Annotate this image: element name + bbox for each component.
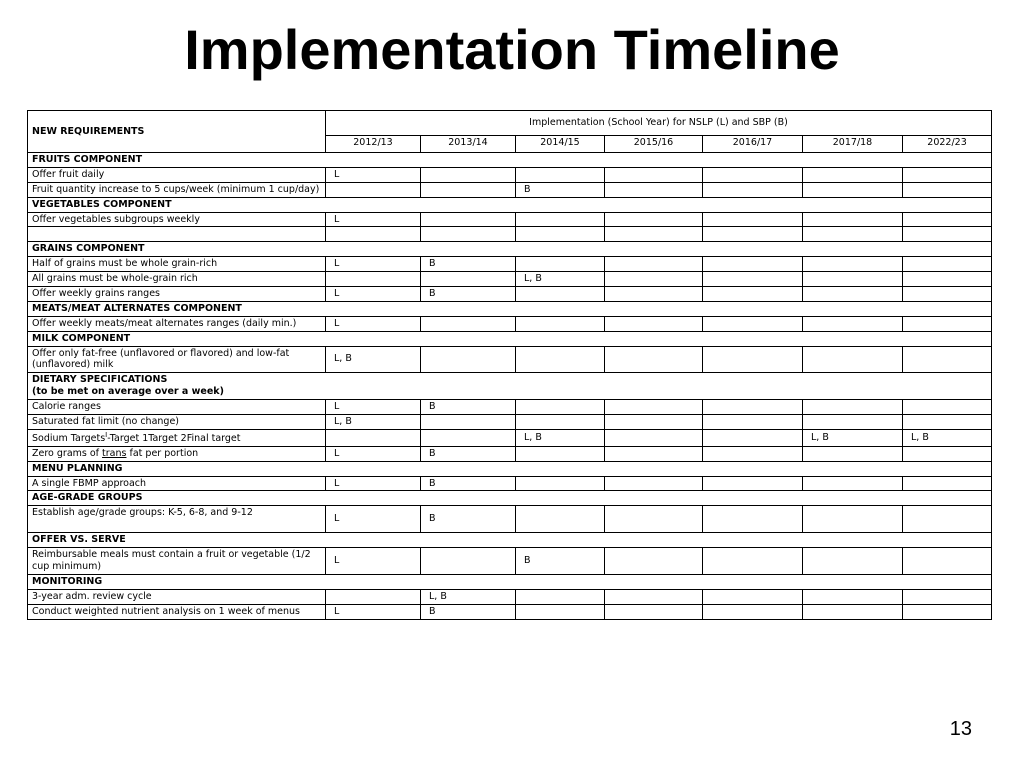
implementation-group-header: Implementation (School Year) for NSLP (L) and SBP (B) [326, 111, 992, 136]
timeline-cell [516, 212, 605, 227]
timeline-cell [703, 604, 803, 619]
timeline-cell [903, 476, 992, 491]
section-label [28, 331, 992, 346]
requirement-label: Offer only fat-free (unflavored or flavored) and low-fat (unflavored) milk [28, 346, 326, 373]
table-row [28, 212, 992, 227]
timeline-cell [903, 257, 992, 272]
timeline-cell [605, 506, 703, 533]
timeline-cell [803, 446, 903, 461]
timeline-cell [803, 589, 903, 604]
timeline-cell: L, B [326, 346, 421, 373]
year-header: 2022/23 [903, 136, 992, 153]
timeline-cell [803, 182, 903, 197]
section-title: MENU PLANNING [32, 462, 123, 474]
timeline-cell [605, 589, 703, 604]
timeline-cell: L, B [803, 429, 903, 446]
requirement-label: 3-year adm. review cycle [28, 589, 326, 604]
table-row [28, 167, 992, 182]
empty-cell [605, 227, 703, 242]
requirement-label: Calorie ranges [28, 400, 326, 415]
timeline-cell [516, 257, 605, 272]
timeline-cell [703, 446, 803, 461]
year-header: 2016/17 [703, 136, 803, 153]
timeline-cell [605, 446, 703, 461]
requirement-label: Offer vegetables subgroups weekly [28, 212, 326, 227]
timeline-cell [703, 476, 803, 491]
section-title: MONITORING [32, 575, 103, 587]
empty-cell [516, 227, 605, 242]
timeline-cell: L [326, 506, 421, 533]
timeline-cell [605, 414, 703, 429]
requirement-text: fat per portion [126, 447, 199, 459]
page-number: 13 [949, 718, 972, 740]
timeline-cell [903, 604, 992, 619]
section-title: MEATS/MEAT ALTERNATES COMPONENT [32, 302, 242, 314]
year-header: 2013/14 [421, 136, 516, 153]
section-row [28, 153, 992, 168]
table-row [28, 604, 992, 619]
requirement-label: Offer fruit daily [28, 167, 326, 182]
requirement-label: Fruit quantity increase to 5 cups/week (minimum 1 cup/day) [28, 182, 326, 197]
footnote-marker: I [105, 430, 108, 439]
section-label [28, 153, 992, 168]
timeline-cell [803, 167, 903, 182]
timeline-cell [703, 212, 803, 227]
timeline-cell: B [421, 446, 516, 461]
timeline-cell [803, 316, 903, 331]
timeline-cell [605, 400, 703, 415]
section-title: DIETARY SPECIFICATIONS [32, 374, 168, 386]
empty-cell [903, 227, 992, 242]
timeline-cell: L [326, 604, 421, 619]
timeline-cell [903, 316, 992, 331]
table-row [28, 272, 992, 287]
table-row [28, 182, 992, 197]
timeline-cell [605, 346, 703, 373]
timeline-cell [803, 604, 903, 619]
timeline-cell: L [326, 257, 421, 272]
timeline-cell [326, 589, 421, 604]
timeline-cell: L [326, 400, 421, 415]
section-title: FRUITS COMPONENT [32, 154, 143, 165]
timeline-cell: L, B [903, 429, 992, 446]
timeline-cell [903, 548, 992, 575]
table-body [28, 153, 992, 620]
timeline-cell [605, 212, 703, 227]
section-label [28, 533, 992, 548]
timeline-cell [516, 167, 605, 182]
section-label [28, 373, 992, 400]
timeline-cell [516, 400, 605, 415]
section-title: VEGETABLES COMPONENT [32, 198, 172, 210]
timeline-cell [803, 257, 903, 272]
table-row [28, 506, 992, 533]
section-label [28, 461, 992, 476]
table-row [28, 257, 992, 272]
slide-title: Implementation Timeline [184, 18, 840, 81]
timeline-cell: B [421, 506, 516, 533]
timeline-cell [605, 167, 703, 182]
timeline-cell [703, 429, 803, 446]
requirement-label [28, 429, 326, 446]
timeline-cell [703, 400, 803, 415]
timeline-cell [703, 589, 803, 604]
timeline-cell: B [516, 182, 605, 197]
timeline-cell [803, 346, 903, 373]
section-title: AGE-GRADE GROUPS [32, 492, 143, 504]
timeline-cell: B [421, 476, 516, 491]
empty-row [28, 227, 992, 242]
timeline-cell [326, 272, 421, 287]
requirement-label: All grains must be whole-grain rich [28, 272, 326, 287]
timeline-cell [516, 446, 605, 461]
timeline-cell [703, 257, 803, 272]
timeline-cell [516, 589, 605, 604]
section-row [28, 533, 992, 548]
section-label [28, 574, 992, 589]
timeline-cell [703, 316, 803, 331]
timeline-cell [703, 548, 803, 575]
year-header: 2014/15 [516, 136, 605, 153]
timeline-cell [605, 429, 703, 446]
timeline-cell: L, B [516, 429, 605, 446]
timeline-cell [903, 182, 992, 197]
empty-cell [803, 227, 903, 242]
timeline-cell [605, 257, 703, 272]
requirement-label [28, 446, 326, 461]
timeline-cell: B [421, 287, 516, 302]
requirement-label: Offer weekly meats/meat alternates ranges (daily min.) [28, 316, 326, 331]
timeline-cell [903, 414, 992, 429]
timeline-cell [703, 182, 803, 197]
new-requirements-header: NEW REQUIREMENTS [28, 111, 326, 153]
requirement-label: Establish age/grade groups: K-5, 6-8, and 9-12 [28, 506, 326, 533]
requirement-label: A single FBMP approach [28, 476, 326, 491]
header-row-group [28, 111, 992, 136]
table-row [28, 446, 992, 461]
requirement-text: -Target 1Target 2Final target [107, 432, 241, 444]
timeline-cell [605, 272, 703, 287]
timeline-cell [903, 346, 992, 373]
section-row [28, 301, 992, 316]
timeline-cell: B [421, 604, 516, 619]
section-title: OFFER VS. SERVE [32, 534, 126, 546]
timeline-cell [516, 414, 605, 429]
timeline-cell [903, 446, 992, 461]
timeline-cell [326, 182, 421, 197]
timeline-cell [903, 212, 992, 227]
timeline-cell [605, 182, 703, 197]
section-title: GRAINS COMPONENT [32, 243, 145, 255]
timeline-cell [803, 414, 903, 429]
year-header: 2012/13 [326, 136, 421, 153]
timeline-cell: L [326, 446, 421, 461]
timeline-cell [421, 548, 516, 575]
timeline-cell [516, 316, 605, 331]
timeline-cell [903, 287, 992, 302]
timeline-cell: L, B [421, 589, 516, 604]
timeline-cell [903, 589, 992, 604]
section-row [28, 331, 992, 346]
table-row [28, 589, 992, 604]
timeline-cell: L, B [516, 272, 605, 287]
timeline-cell [803, 506, 903, 533]
empty-cell [326, 227, 421, 242]
section-label [28, 491, 992, 506]
table-row [28, 400, 992, 415]
requirement-text: Zero grams of [32, 447, 103, 459]
timeline-cell [516, 476, 605, 491]
timeline-cell [803, 548, 903, 575]
section-label [28, 197, 992, 212]
timeline-cell [421, 182, 516, 197]
timeline-cell [421, 212, 516, 227]
table-row [28, 414, 992, 429]
timeline-cell [605, 604, 703, 619]
section-title: MILK COMPONENT [32, 332, 131, 344]
timeline-cell [903, 400, 992, 415]
timeline-cell [703, 414, 803, 429]
timeline-cell [803, 287, 903, 302]
timeline-cell [605, 548, 703, 575]
section-row [28, 491, 992, 506]
timeline-cell [421, 346, 516, 373]
timeline-cell: L [326, 212, 421, 227]
section-subtitle: (to be met on average over a week) [32, 386, 224, 398]
timeline-cell [703, 506, 803, 533]
timeline-cell: L [326, 476, 421, 491]
section-row [28, 373, 992, 400]
timeline-cell [421, 414, 516, 429]
timeline-cell: B [516, 548, 605, 575]
timeline-cell [703, 167, 803, 182]
timeline-cell [703, 346, 803, 373]
timeline-cell [421, 316, 516, 331]
timeline-cell [421, 429, 516, 446]
section-label [28, 242, 992, 257]
table-row [28, 429, 992, 446]
table-row [28, 548, 992, 575]
timeline-cell: L [326, 167, 421, 182]
requirement-label: Reimbursable meals must contain a fruit or vegetable (1/2 cup minimum) [28, 548, 326, 575]
timeline-cell [903, 272, 992, 287]
timeline-cell [516, 287, 605, 302]
year-header: 2015/16 [605, 136, 703, 153]
section-row [28, 574, 992, 589]
timeline-cell: L, B [326, 414, 421, 429]
table-row [28, 287, 992, 302]
timeline-cell [803, 400, 903, 415]
section-row [28, 242, 992, 257]
timeline-cell [803, 212, 903, 227]
timeline-cell [421, 272, 516, 287]
empty-cell [28, 227, 326, 242]
timeline-cell [326, 429, 421, 446]
timeline-cell: L [326, 287, 421, 302]
timeline-cell [703, 272, 803, 287]
timeline-cell [803, 272, 903, 287]
table-row [28, 476, 992, 491]
timeline-cell [903, 506, 992, 533]
empty-cell [703, 227, 803, 242]
empty-cell [421, 227, 516, 242]
table-row [28, 346, 992, 373]
requirement-label: Offer weekly grains ranges [28, 287, 326, 302]
timeline-cell [605, 316, 703, 331]
year-header: 2017/18 [803, 136, 903, 153]
requirement-label: Saturated fat limit (no change) [28, 414, 326, 429]
timeline-cell [516, 604, 605, 619]
timeline-cell [605, 476, 703, 491]
implementation-timeline-table [27, 110, 992, 620]
timeline-cell: B [421, 400, 516, 415]
timeline-cell: L [326, 548, 421, 575]
section-row [28, 461, 992, 476]
timeline-cell [605, 287, 703, 302]
timeline-cell [516, 506, 605, 533]
requirement-label: Conduct weighted nutrient analysis on 1 week of menus [28, 604, 326, 619]
timeline-cell [903, 167, 992, 182]
timeline-cell [803, 476, 903, 491]
timeline-cell [516, 346, 605, 373]
requirement-text: Sodium Targets [32, 432, 106, 444]
section-row [28, 197, 992, 212]
timeline-cell [421, 167, 516, 182]
timeline-cell: L [326, 316, 421, 331]
section-label [28, 301, 992, 316]
timeline-cell [703, 287, 803, 302]
timeline-cell: B [421, 257, 516, 272]
requirement-label: Half of grains must be whole grain-rich [28, 257, 326, 272]
requirement-underlined-text: trans [102, 447, 127, 459]
table-row [28, 316, 992, 331]
